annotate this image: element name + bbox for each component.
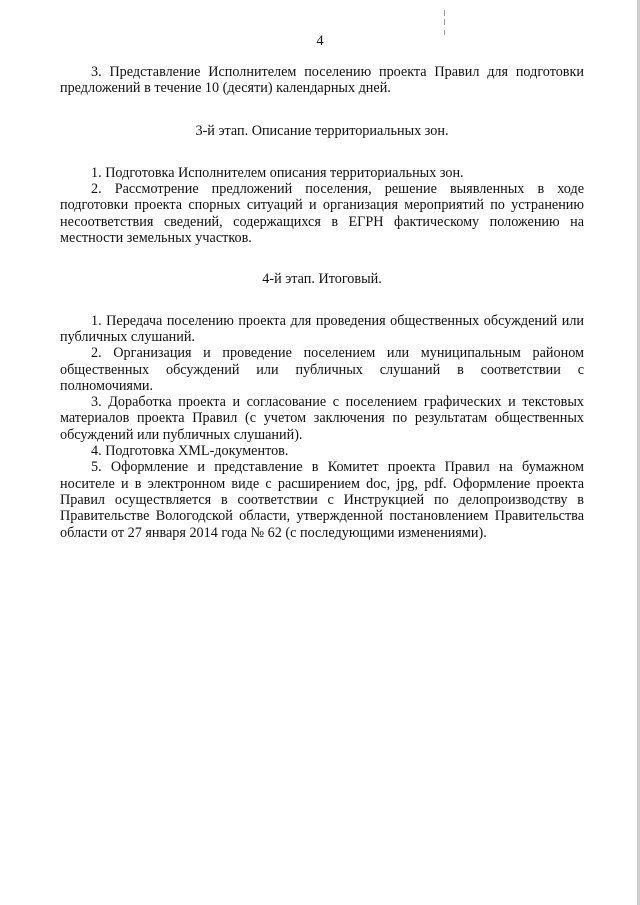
stage-4-item-5: 5. Оформление и представление в Комитет проекта Правил на бумажном носителе и в электронном виде с расширением doc, jpg, pdf. Оформление проекта Правил осуществляется в соответствии с Инструкцией по делопроизводству в Правительстве Вологодской области, утвержденной постановлением Правительства области от 27 января 2014 года № 62 (с последующими изменениями). [60,459,584,541]
page-number: 4 [316,33,324,49]
stage-3-heading: 3-й этап. Описание территориальных зон. [195,122,449,139]
stage-4-item-2: 2. Организация и проведение поселением или муниципальным районом общественных обсуждений или публичных слушаний в соответствии с полномочиями. [60,345,584,394]
stage-4-item-1: 1. Передача поселению проекта для проведения общественных обсуждений или публичных слушаний. [60,312,584,345]
stage-4-heading: 4-й этап. Итоговый. [262,271,382,288]
paragraph-intro-item-3: 3. Представление Исполнителем поселению проекта Правил для подготовки предложений в течение 10 (десяти) календарных дней. [60,64,584,97]
scan-mark [444,19,445,25]
stage-3-item-2: 2. Рассмотрение предложений поселения, решение выявленных в ходе подготовки проекта спорных ситуаций и организация мероприятий по устранению несоответствия сведений, содержащихся в ЕГРН фактическому положению на местности земельных участков. [60,181,584,247]
stage-3-item-1: 1. Подготовка Исполнителем описания территориальных зон. [91,164,464,181]
scan-mark [444,10,445,16]
document-body [60,64,584,541]
stage-4-item-3: 3. Доработка проекта и согласование с поселением графических и текстовых материалов проекта Правил (с учетом заключения по результатам общественных обсуждений или публичных слушаний). [60,394,584,443]
stage-4-item-4: 4. Подготовка XML-документов. [91,443,289,460]
